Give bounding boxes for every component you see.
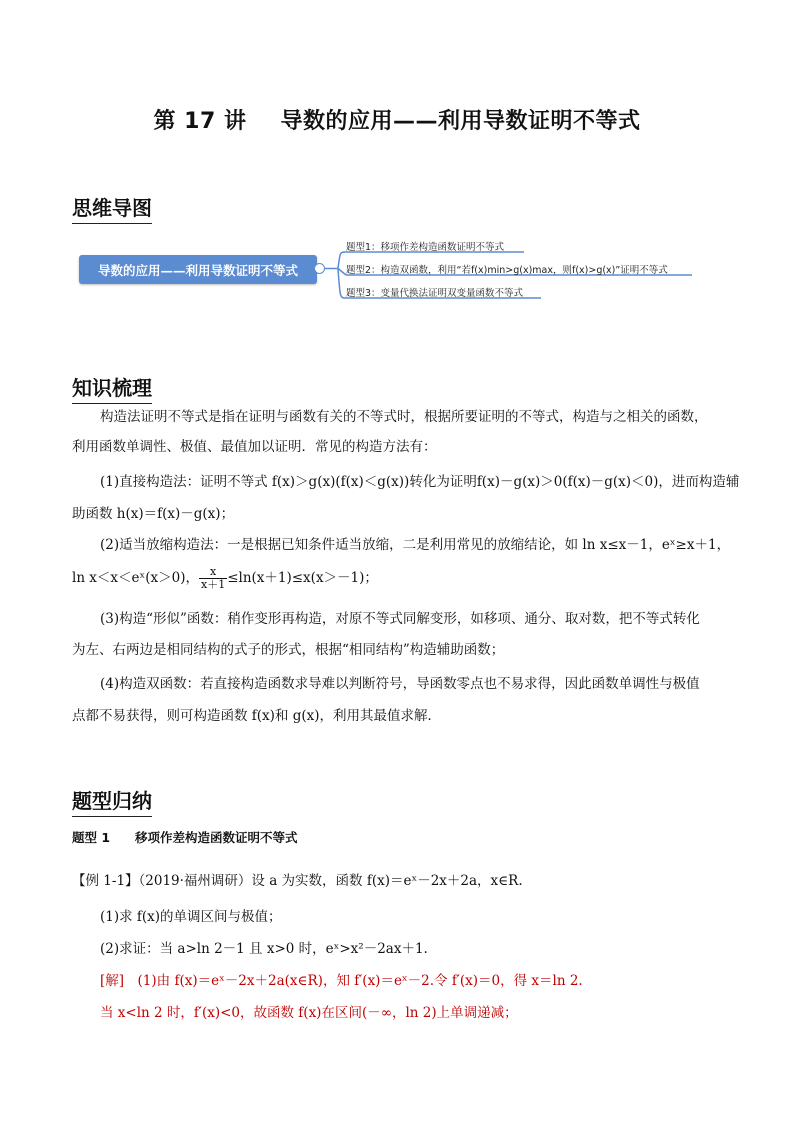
- section-heading-knowledge: 知识梳理: [72, 372, 152, 404]
- method-2-line1: (2)适当放缩构造法：一是根据已知条件适当放缩，二是利用常见的放缩结论，如 ln x≤x－1，eˣ≥x＋1，: [100, 537, 731, 553]
- type-1-heading: 题型 1 移项作差构造函数证明不等式: [72, 830, 298, 845]
- fraction-denominator: x＋1: [200, 578, 226, 591]
- method-1-line2: 助函数 h(x)＝f(x)－g(x)；: [72, 506, 235, 522]
- fraction: [199, 566, 227, 591]
- mindmap-branch-1: 题型1：移项作差构造函数证明不等式: [346, 242, 505, 253]
- knowledge-intro-line2: 利用函数单调性、极值、最值加以证明．常见的构造方法有：: [72, 439, 437, 455]
- section-heading-mindmap: 思维导图: [72, 192, 152, 224]
- lecture-number: 第 17 讲: [153, 109, 247, 134]
- method-2-inequality-right: ≤ln(x＋1)≤x(x＞－1)；: [227, 570, 378, 586]
- mindmap-root-node: 导数的应用——利用导数证明不等式: [79, 255, 317, 284]
- method-4-line2: 点都不易获得，则可构造函数 f(x)和 g(x)，利用其最值求解．: [72, 708, 442, 724]
- method-1-line1: (1)直接构造法：证明不等式 f(x)＞g(x)(f(x)＜g(x))转化为证明f(x)－g(x)＞0(f(x)－g(x)＜0)，进而构造辅: [100, 474, 740, 490]
- fraction-numerator: x: [199, 566, 227, 579]
- example-1-1: 【例 1-1】（2019·福州调研）设 a 为实数，函数 f(x)＝eˣ－2x＋2a，x∈R.: [72, 873, 523, 889]
- solution-line2: 当 x<ln 2 时，f′(x)<0，故函数 f(x)在区间(－∞，ln 2)上单调递减；: [100, 1005, 518, 1021]
- method-2-line2: [72, 566, 378, 591]
- mindmap-branch-2: 题型2：构造双函数，利用“若f(x)min>g(x)max，则f(x)>g(x)”证明不等式: [346, 265, 668, 276]
- solution-line1: [解] (1)由 f(x)＝eˣ－2x＋2a(x∈R)，知 f′(x)＝eˣ－2.令 f′(x)＝0，得 x＝ln 2.: [100, 973, 583, 989]
- knowledge-intro-line1: 构造法证明不等式是指在证明与函数有关的不等式时，根据所要证明的不等式，构造与之相关的函数，: [100, 409, 708, 425]
- lecture-topic: 导数的应用——利用导数证明不等式: [280, 109, 641, 134]
- question-2: (2)求证：当 a>ln 2－1 且 x>0 时，eˣ>x²－2ax＋1.: [100, 941, 428, 957]
- mindmap-collapse-toggle: [314, 263, 325, 274]
- mindmap-branch-3: 题型3：变量代换法证明双变量函数不等式: [346, 288, 524, 299]
- question-1: (1)求 f(x)的单调区间与极值；: [100, 909, 282, 925]
- section-heading-types: 题型归纳: [72, 785, 152, 817]
- method-3-line1: (3)构造“形似”函数：稍作变形再构造，对原不等式同解变形，如移项、通分、取对数，把不等式转化: [100, 611, 700, 627]
- method-3-line2: 为左、右两边是相同结构的式子的形式，根据“相同结构”构造辅助函数；: [72, 642, 505, 658]
- method-4-line1: (4)构造双函数：若直接构造函数求导难以判断符号，导函数零点也不易求得，因此函数单调性与极值: [100, 676, 700, 692]
- method-2-inequality-left: ln x＜x＜eˣ(x＞0)，: [72, 570, 199, 586]
